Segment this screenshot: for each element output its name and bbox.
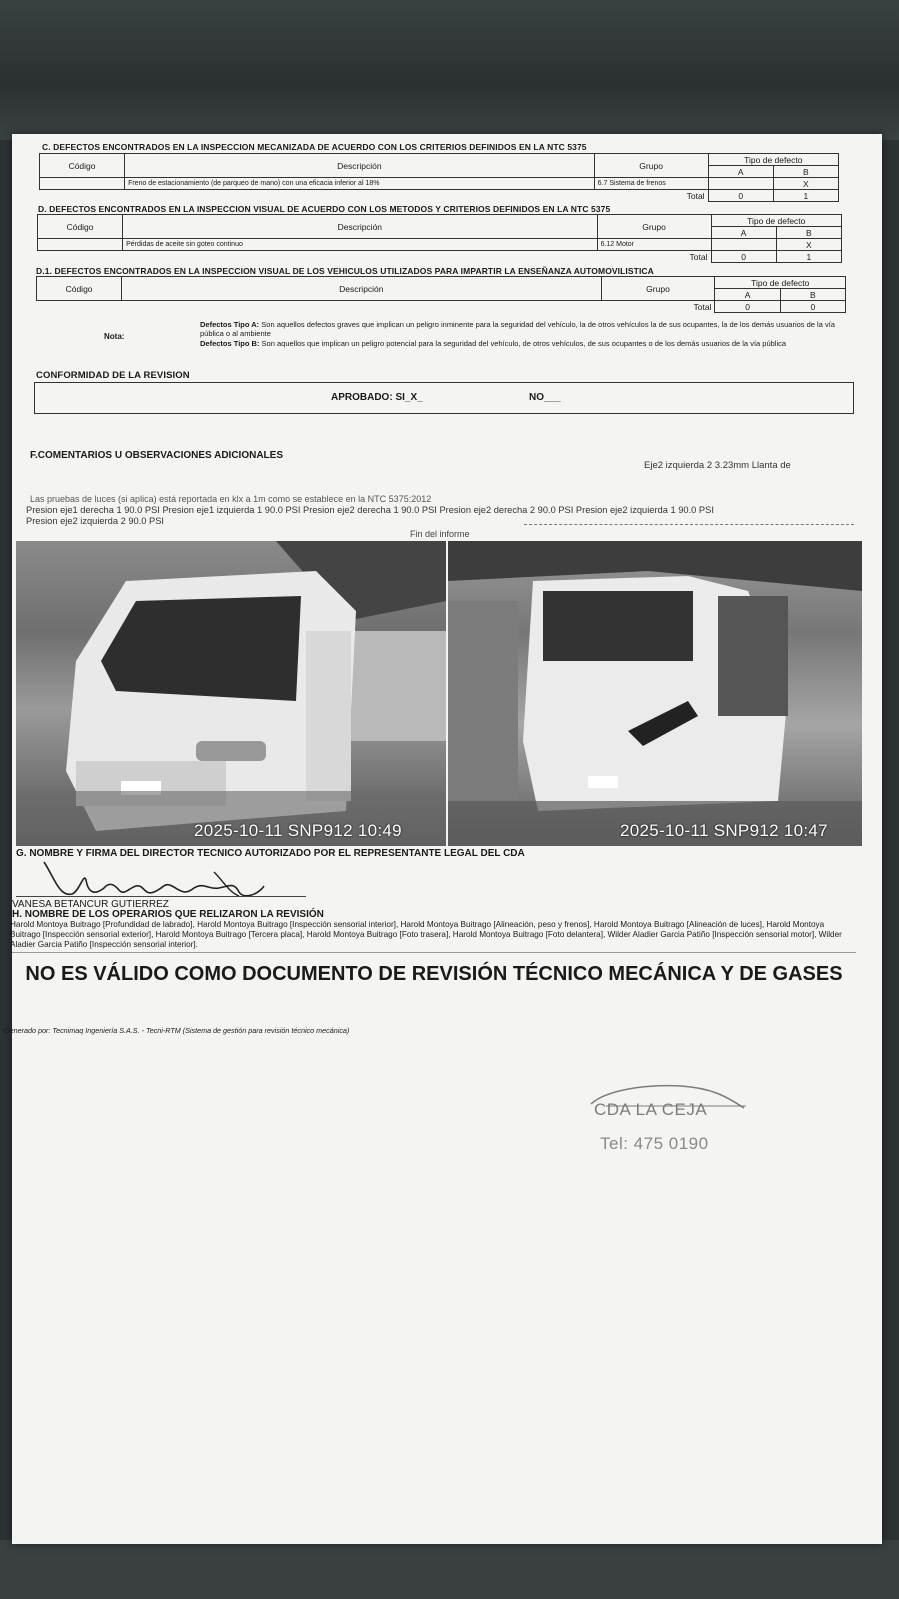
header-b: B [773,166,838,178]
row-descripcion: Pérdidas de aceite sin goteo continuo [123,239,597,251]
total-a: 0 [711,251,776,263]
front-photo [16,541,446,846]
header-b: B [776,227,841,239]
total-label: Total [686,190,705,201]
total-b: 0 [780,301,845,313]
row-codigo [38,239,123,251]
background-surface-bottom [0,1540,899,1599]
stamp-name: CDA LA CEJA [594,1100,708,1119]
bus-front-illustration [16,541,446,846]
row-a [711,239,776,251]
header-a: A [715,289,780,301]
row-b: X [776,239,841,251]
header-b: B [780,289,845,301]
section-c-title: C. DEFECTOS ENCONTRADOS EN LA INSPECCION MECANIZADA DE ACUERDO CON LOS CRITERIOS DEFINIDOS EN LA NTC 5375 [42,142,587,152]
cda-stamp [586,1080,756,1170]
signature-line [16,896,306,897]
tipo-a-label: Defectos Tipo A: [200,320,260,329]
comentarios-faded-line: Eje2 izquierda 2 3.23mm Llanta de [644,460,791,471]
section-d-title: D. DEFECTOS ENCONTRADOS EN LA INSPECCION VISUAL DE ACUERDO CON LOS METODOS Y CRITERIOS DEFINIDOS EN LA NTC 5375 [38,204,611,214]
operarios-list: Harold Montoya Buitrago [Profundidad de labrado], Harold Montoya Buitrago [Inspección sensorial interior], Harold Montoya Buitrago [Alineación, peso y frenos], Harold Montoya Buitrago [Alineación de luces], Harold Montoya Buitrago [Inspección sensorial exterior], Harold Montoya Buitrago [Tercera placa], Harold Montoya Buitrago [Foto trasera], Harold Montoya Buitrago [Foto delantera], Wilder Aladier Garcia Patiño [Inspección sensorial motor], Wilder Aladier Garcia Patiño [Inspección sensorial interior]. [10,920,842,949]
tipo-b-text: Son aquellos que implican un peligro potencial para la seguridad del vehículo, de otros vehículos, de sus ocupantes o de los demás usuarios de la vía pública [261,339,787,348]
row-a [708,178,773,190]
stamp-tel: Tel: 475 0190 [600,1134,709,1153]
row-grupo: 6.12 Motor [597,239,711,251]
header-tipo-defecto: Tipo de defecto [708,154,838,166]
row-codigo [40,178,125,190]
nota-tipo-b [200,339,850,348]
header-descripcion: Descripción [123,215,597,239]
total-b: 1 [776,251,841,263]
section-d1-table [36,276,846,313]
section-d-table [37,214,842,263]
bus-rear-illustration [448,541,862,846]
nota-tipo-a [200,320,850,338]
presion-line-2: Presion eje2 izquierda 2 90.0 PSI [26,516,164,526]
luces-note: Las pruebas de luces (si aplica) está reportada en klx a 1m como se establece en la NTC 5375:2012 [30,494,432,504]
header-a: A [708,166,773,178]
total-label: Total [693,301,712,312]
divider [12,952,856,953]
fin-informe: Fin del informe [410,529,470,539]
tipo-a-text: Son aquellos defectos graves que implican un peligro inminente para la seguridad del vehículo, la de otros vehículos la de sus ocupantes, la de los demás usuarios de la vía pública o al ambiente [200,320,835,338]
photo-caption: 2025-10-11 SNP912 10:49 [194,821,402,840]
section-d1-title: D.1. DEFECTOS ENCONTRADOS EN LA INSPECCION VISUAL DE LOS VEHICULOS UTILIZADOS PARA IMPARTIR LA ENSEÑANZA AUTOMOVILISTICA [36,266,654,276]
director-name: VANESA BETANCUR GUTIERREZ [12,899,169,910]
header-descripcion: Descripción [122,277,601,301]
header-a: A [711,227,776,239]
tipo-b-label: Defectos Tipo B: [200,339,260,348]
rear-photo [448,541,862,846]
no-value: NO___ [529,392,561,403]
header-codigo: Código [40,154,125,178]
section-c-table [39,153,839,202]
section-h-title: H. NOMBRE DE LOS OPERARIOS QUE RELIZARON LA REVISIÓN [12,909,324,920]
header-codigo: Código [37,277,122,301]
total-a: 0 [715,301,780,313]
presion-line-1: Presion eje1 derecha 1 90.0 PSI Presion eje1 izquierda 1 90.0 PSI Presion eje2 derecha 1 90.0 PSI Presion eje2 derecha 2 90.0 PSI Presion eje2 izquierda 1 90.0 PSI [26,505,714,515]
total-b: 1 [773,190,838,202]
photo-caption: 2025-10-11 SNP912 10:47 [620,821,828,840]
header-grupo: Grupo [597,215,711,239]
dashed-divider [524,524,854,525]
background-surface-top [0,0,899,140]
row-grupo: 6.7 Sistema de frenos [594,178,708,190]
header-descripcion: Descripción [125,154,595,178]
nota-label: Nota: [104,332,125,341]
generated-by: Generado por: Tecnimaq Ingeniería S.A.S. - Tecni-RTM (Sistema de gestión para revisión técnico mecánica) [4,1026,350,1035]
director-signature [24,852,284,902]
section-g-title: G. NOMBRE Y FIRMA DEL DIRECTOR TECNICO AUTORIZADO POR EL REPRESENTANTE LEGAL DEL CDA [16,848,525,859]
comentarios-title: F.COMENTARIOS U OBSERVACIONES ADICIONALES [30,450,283,461]
total-a: 0 [708,190,773,202]
header-grupo: Grupo [601,277,715,301]
row-b: X [773,178,838,190]
conformidad-title: CONFORMIDAD DE LA REVISION [36,370,190,381]
header-tipo-defecto: Tipo de defecto [715,277,846,289]
invalid-document-warning: NO ES VÁLIDO COMO DOCUMENTO DE REVISIÓN TÉCNICO MECÁNICA Y DE GASES [25,963,843,985]
header-grupo: Grupo [594,154,708,178]
inspection-report-page [4,134,882,1544]
header-tipo-defecto: Tipo de defecto [711,215,842,227]
aprobado-value: APROBADO: SI_X_ [331,392,423,403]
header-codigo: Código [38,215,123,239]
row-descripcion: Freno de estacionamiento (de parqueo de mano) con una eficacia inferior al 18% [125,178,595,190]
conformidad-box [34,382,854,414]
total-label: Total [689,251,708,262]
